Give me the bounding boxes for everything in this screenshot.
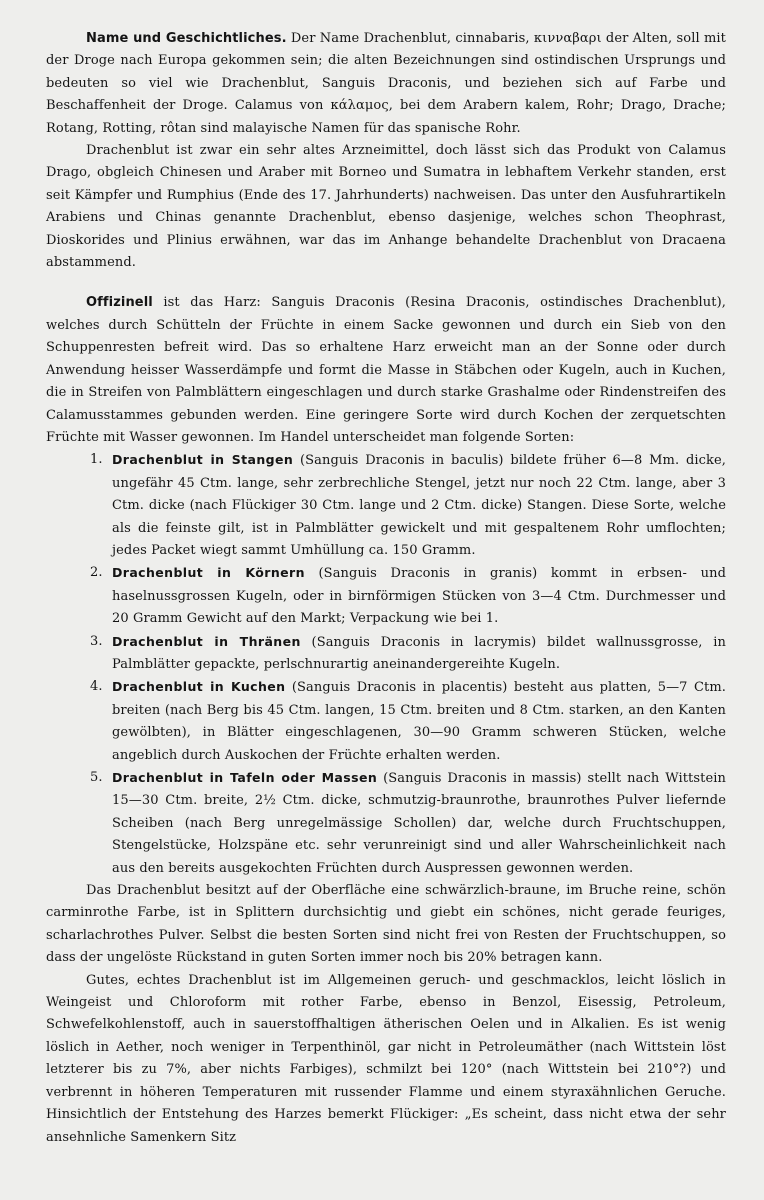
page-text-block xyxy=(46,28,726,1149)
sort-item-1 xyxy=(90,449,726,562)
sort-item-3 xyxy=(90,631,726,677)
sort-body xyxy=(112,767,726,880)
section-name-paragraph-2: Drachenblut ist zwar ein sehr altes Arzneimittel, doch lässt sich das Produkt von Calamus Drago, obgleich Chinesen und Araber mit Borneo und Sumatra in lebhaftem Verkehr standen, erst seit Kämpfer und Rumphius (Ende des 17. Jahrhunderts) nachweisen. Das unter den Ausfuhrartikeln Arabiens und Chinas genannte Drachenblut, ebenso dasjenige, welches schon Theophrast, Dioskorides und Plinius erwähnen, war das im Anhange behandelte Drachenblut von Dracaena abstammend. xyxy=(46,143,726,271)
sort-name: Drachenblut in Körnern xyxy=(112,565,305,581)
closing-paragraph-2: Gutes, echtes Drachenblut ist im Allgemeinen geruch- und geschmacklos, leicht löslich in Weingeist und Chloroform mit rother Farbe, ebenso in Benzol, Eisessig, Petroleum, Schwefelkohlenstoff, auch in sauerstoffhaltigen ätherischen Oelen und in Alkalien. Es ist wenig löslich in Aether, noch weniger in Terpenthinöl, gar nicht in Petroleumäther (nach Wittstein löst letzterer bis zu 7%, aber nichts Farbiges), schmilzt bei 120° (nach Wittstein bei 210°?) und verbrennt in höheren Temperaturen mit russender Flamme und einem styraxähnlichen Geruche. Hinsichtlich der Entstehung des Harzes bemerkt Flückiger: „Es scheint, dass nicht etwa der sehr ansehnliche Samenkern Sitz xyxy=(46,972,726,1145)
sort-name: Drachenblut in Thränen xyxy=(112,633,301,649)
sort-name: Drachenblut in Stangen xyxy=(112,452,294,468)
sort-number: 5. xyxy=(90,770,103,785)
section-name-paragraph-1 xyxy=(46,28,726,140)
sort-body xyxy=(112,562,726,630)
sort-name: Drachenblut in Tafeln oder Massen xyxy=(112,770,378,785)
sort-number: 4. xyxy=(90,679,103,695)
sort-text: (Sanguis Draconis in placentis) besteht aus platten, 5—7 Ctm. breiten (nach Berg bis 45 Ctm. langen, 15 Ctm. breiten und 8 Ctm. starken, an den Kanten gewölbten), in Blätter eingeschlagenen, 30—90 Gramm schweren Stücken, welche angeblich durch Auskochen der Früchte erhalten werden. xyxy=(112,680,726,763)
section-offizinell-paragraph xyxy=(46,292,726,449)
sort-text: (Sanguis Draconis in granis) kommt in erbsen- und haselnussgrossen Kugeln, oder in birnförmigen Stücken von 3—4 Ctm. Durchmesser und 20 Gramm Gewicht auf den Markt; Verpackung wie bei 1. xyxy=(112,566,726,627)
sort-body xyxy=(112,676,726,767)
sort-number: 3. xyxy=(90,633,103,649)
sort-item-2 xyxy=(90,562,726,630)
section-offizinell-text: ist das Harz: Sanguis Draconis (Resina Draconis, ostindisches Drachenblut), welches durch Schütteln der Früchte in einem Sacke gewonnen und durch ein Sieb von den Schuppenresten befreit wird. Das so erhaltene Harz erweicht man an der Sonne oder durch Anwendung heisser Wasserdämpfe und formt die Masse in Stäbchen oder Kugeln, auch in Kuchen, die in Streifen von Palmblättern eingeschlagen und durch starke Grashalme oder Rindenstreifen des Calamusstammes gebunden werden. Eine geringere Sorte wird durch Kochen der zerquetschten Früchte mit Wasser gewonnen. Im Handel unterscheidet man folgende Sorten: xyxy=(46,295,726,445)
sort-text: (Sanguis Draconis in lacrymis) bildet wallnussgrosse, in Palmblätter gepackte, perlschnurartig aneinandergereihte Kugeln. xyxy=(112,634,727,672)
section-heading-name: Name und Geschichtliches. xyxy=(86,31,287,46)
sort-text: (Sanguis Draconis in baculis) bildete früher 6—8 Mm. dicke, ungefähr 45 Ctm. lange, sehr zerbrechliche Stengel, jetzt nur noch 22 Ctm. lange, aber 3 Ctm. dicke (nach Flückiger 30 Ctm. lange und 2 Ctm. dicke) Stangen. Diese Sorte, welche als die feinste gilt, ist in Palmblätter gewickelt und mit gespaltenem Rohr umflochten; jedes Packet wiegt sammt Umhüllung ca. 150 Gramm. xyxy=(112,453,727,558)
section-name-paragraph-1-text: Der Name Drachenblut, cinnabaris, κινναβαρι der Alten, soll mit der Droge nach Europa gekommen sein; die alten Bezeichnungen sind ostindischen Ursprungs und bedeuten so viel wie Drachenblut, Sanguis Draconis, und beziehen sich auf Farbe und Beschaffenheit der Droge. Calamus von κάλαμος, bei dem Arabern kalem, Rohr; Drago, Drache; Rotang, Rotting, rôtan sind malayische Namen für das spanische Rohr. xyxy=(46,31,726,136)
sort-item-5 xyxy=(90,767,726,880)
sort-body xyxy=(112,631,726,677)
sort-text: (Sanguis Draconis in massis) stellt nach Wittstein 15—30 Ctm. breite, 2½ Ctm. dicke, schmutzig-braunrothe, braunrothes Pulver liefernde Scheiben (nach Berg unregelmässige Schollen) dar, welche durch Fruchtschuppen, Stengelstücke, Holzspäne etc. sehr verunreinigt sind und aller Wahrscheinlichkeit nach aus den bereits ausgekochten Früchten durch Auspressen gewonnen werden. xyxy=(112,771,726,876)
closing-paragraph-1: Das Drachenblut besitzt auf der Oberfläche eine schwärzlich-braune, im Bruche reine, schön carminrothe Farbe, ist in Splittern durchsichtig und giebt ein schönes, nicht gerade feuriges, scharlachrothes Pulver. Selbst die besten Sorten sind nicht frei von Resten der Fruchtschuppen, so dass der ungelöste Rückstand in guten Sorten immer noch bis 20% betragen kann. xyxy=(46,883,726,966)
sort-item-4 xyxy=(90,676,726,767)
section-heading-offizinell: Offizinell xyxy=(86,295,153,311)
sort-body xyxy=(112,449,726,562)
sort-number: 2. xyxy=(90,565,103,581)
sort-number: 1. xyxy=(90,452,103,468)
sort-name: Drachenblut in Kuchen xyxy=(112,679,286,695)
